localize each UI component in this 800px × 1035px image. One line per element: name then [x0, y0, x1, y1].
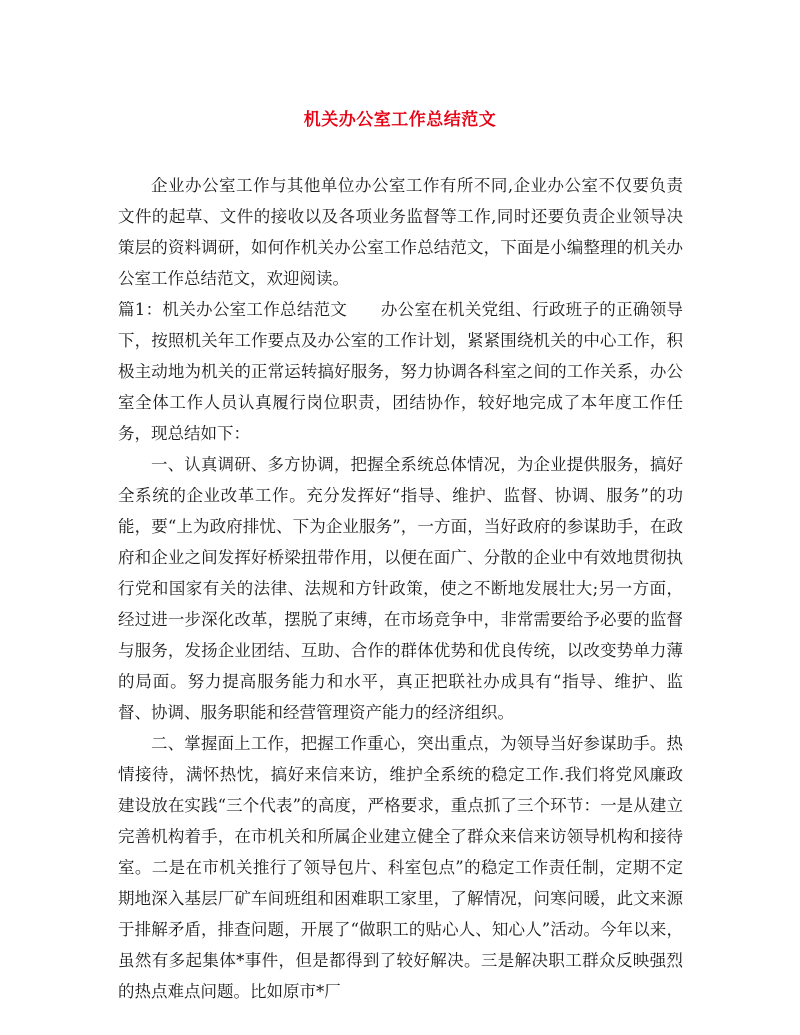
point-2-paragraph: 二、掌握面上工作，把握工作重心，突出重点，为领导当好参谋助手。热情接待，满怀热忱，搞好来信来访，维护全系统的稳定工作.我们将党风廉政建设放在实践“三个代表”的高度，严格要求，重点抓了三个环节：一是从建立完善机构着手，在市机关和所属企业建立健全了群众来信来访领导机构和接待室。二是在市机关推行了领导包片、科室包点”的稳定工作责任制，定期不定期地深入基层厂矿车间班组和困难职工家里，了解情况，问寒问暖，此文来源于排解矛盾，排查问题，开展了“做职工的贴心人、知心人”活动。今年以来，虽然有多起集体*事件，但是都得到了较好解决。三是解决职工群众反映强烈的热点难点问题。比如原市*厂 — [118, 734, 683, 1001]
point-1-paragraph: 一、认真调研、多方协调，把握全系统总体情况，为企业提供服务，搞好全系统的企业改革工作。充分发挥好“指导、维护、监督、协调、服务”的功能，要“上为政府排忧、下为企业服务”，一方面，当好政府的参谋助手，在政府和企业之间发挥好桥梁扭带作用，以便在面广、分散的企业中有效地贯彻执行党和国家有关的法律、法规和方针政策，使之不断地发展壮大;另一方面，经过进一步深化改革，摆脱了束缚，在市场竞争中，非常需要给予必要的监督与服务，发扬企业团结、互助、合作的群体优势和优良传统，以改变势单力薄的局面。努力提高服务能力和水平，真正把联社办成具有“指导、维护、监督、协调、服务职能和经营管理资产能力的经济组织。 — [118, 455, 683, 722]
section-1-paragraph: 篇1：机关办公室工作总结范文 办公室在机关党组、行政班子的正确领导下，按照机关年工作要点及办公室的工作计划，紧紧围绕机关的中心工作，积极主动地为机关的正常运转搞好服务，努力协调各科室之间的工作关系，办公室全体工作人员认真履行岗位职责，团结协作，较好地完成了本年度工作任务，现总结如下： — [118, 300, 683, 443]
document-body — [118, 170, 683, 1007]
document-title: 机关办公室工作总结范文 — [303, 110, 497, 130]
intro-paragraph: 企业办公室工作与其他单位办公室工作有所不同,企业办公室不仅要负责文件的起草、文件的接收以及各项业务监督等工作,同时还要负责企业领导决策层的资料调研，如何作机关办公室工作总结范文，下面是小编整理的机关办公室工作总结范文，欢迎阅读。 — [118, 176, 683, 288]
